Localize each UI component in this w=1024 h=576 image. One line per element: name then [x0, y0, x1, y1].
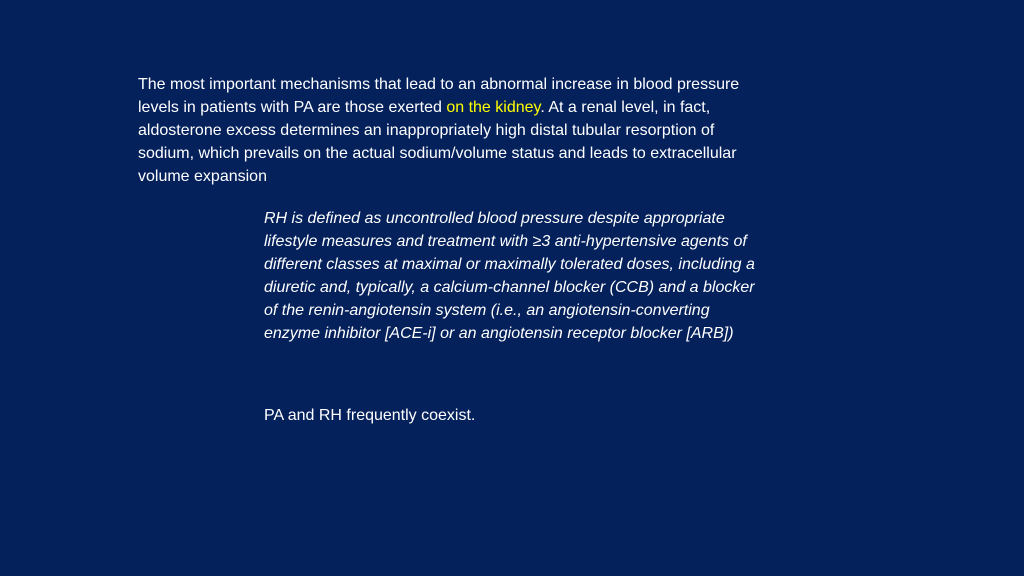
paragraph-mechanisms: [138, 73, 758, 188]
paragraph-rh-definition: RH is defined as uncontrolled blood pressure despite appropriate lifestyle measures and treatment with ≥3 anti-hypertensive agents of different classes at maximal or maximally tolerated doses, including a diuretic and, typically, a calcium-channel blocker (CCB) and a blocker of the renin-angiotensin system (i.e., an angiotensin-converting enzyme inhibitor [ACE-i] or an angiotensin receptor blocker [ARB]): [264, 210, 755, 342]
highlighted-text: on the kidney: [446, 99, 541, 116]
paragraph-coexist: PA and RH frequently coexist.: [264, 407, 476, 424]
paragraph-mechanisms-part2: . At a renal level, in fact, aldosterone excess determines an inappropriately high distal tubular resorption of sodium, which prevails on the actual sodium/volume status and leads to extracellular volume expansion: [138, 99, 737, 185]
paragraph-mechanisms-part1: The most important mechanisms that lead to an abnormal increase in blood pressure levels in patients with PA are those exerted: [138, 76, 740, 116]
